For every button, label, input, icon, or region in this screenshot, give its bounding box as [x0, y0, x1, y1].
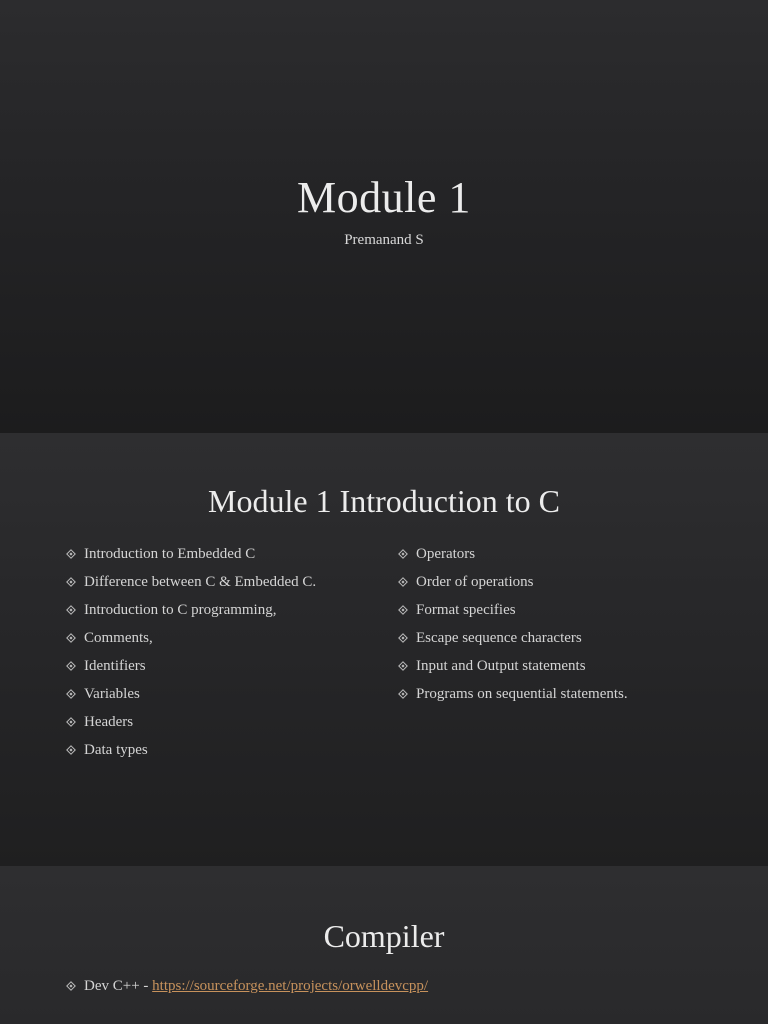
- list-item: [398, 655, 628, 683]
- diamond-bullet-icon: [66, 975, 80, 997]
- list-item: [398, 599, 628, 627]
- diamond-bullet-icon: [398, 627, 412, 649]
- list-item-text: Headers: [84, 714, 134, 730]
- list-item-text: Order of operations: [416, 574, 534, 590]
- diamond-bullet-icon: [66, 571, 80, 593]
- topics-list-left: [66, 543, 316, 767]
- title-slide: [0, 0, 768, 433]
- devcpp-download-link[interactable]: https://sourceforge.net/projects/orwelldevcpp/: [152, 978, 429, 994]
- list-item-text: Format specifies: [416, 602, 516, 618]
- list-item-text: Escape sequence characters: [416, 630, 582, 646]
- list-item-text: Difference between C & Embedded C.: [84, 574, 317, 590]
- compiler-list: [66, 975, 428, 1003]
- diamond-bullet-icon: [398, 655, 412, 677]
- diamond-bullet-icon: [66, 739, 80, 761]
- list-item-text: Input and Output statements: [416, 658, 586, 674]
- list-item-text: Dev C++ -: [84, 978, 153, 994]
- list-item-text: Operators: [416, 546, 476, 562]
- list-item: [398, 627, 628, 655]
- list-item-text: Programs on sequential statements.: [416, 686, 628, 702]
- slide-title: Compiler: [323, 918, 445, 954]
- list-item: [66, 683, 316, 711]
- diamond-bullet-icon: [66, 711, 80, 733]
- list-item-text: Introduction to C programming,: [84, 602, 277, 618]
- list-item: [398, 571, 628, 599]
- diamond-bullet-icon: [398, 683, 412, 705]
- list-item: [66, 599, 316, 627]
- list-item-text: Data types: [84, 742, 148, 758]
- list-item: [66, 571, 316, 599]
- diamond-bullet-icon: [66, 683, 80, 705]
- author-subtitle: Premanand S: [344, 232, 424, 248]
- list-item-text: Variables: [84, 686, 140, 702]
- list-item: [66, 739, 316, 767]
- list-item: [66, 975, 428, 1003]
- list-item: [398, 543, 628, 571]
- list-item: [66, 627, 316, 655]
- compiler-slide: [0, 866, 768, 1024]
- diamond-bullet-icon: [398, 543, 412, 565]
- list-item: [66, 543, 316, 571]
- diamond-bullet-icon: [398, 599, 412, 621]
- diamond-bullet-icon: [398, 571, 412, 593]
- diamond-bullet-icon: [66, 627, 80, 649]
- topics-list-right: [398, 543, 628, 711]
- list-item-text: Introduction to Embedded C: [84, 546, 256, 562]
- list-item: [66, 711, 316, 739]
- list-item-text: Comments,: [84, 630, 153, 646]
- slide-title: Module 1: [297, 173, 471, 222]
- list-item: [66, 655, 316, 683]
- agenda-slide: [0, 433, 768, 866]
- slide-title: Module 1 Introduction to C: [208, 483, 560, 519]
- diamond-bullet-icon: [66, 599, 80, 621]
- list-item-text: Identifiers: [84, 658, 146, 674]
- diamond-bullet-icon: [66, 655, 80, 677]
- diamond-bullet-icon: [66, 543, 80, 565]
- list-item: [398, 683, 628, 711]
